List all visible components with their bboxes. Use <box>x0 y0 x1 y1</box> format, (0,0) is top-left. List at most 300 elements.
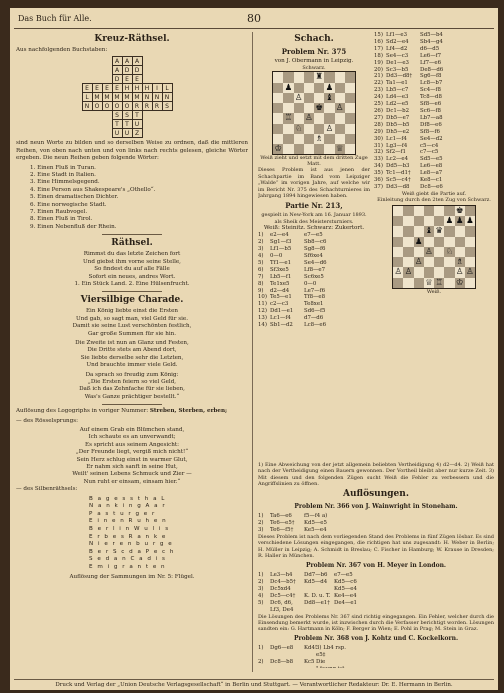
grid-row <box>82 120 182 129</box>
move-cell: 7) <box>258 273 264 280</box>
move-cell: 4) <box>258 592 264 599</box>
acrostic-word: B a g e s s t h a L <box>89 495 166 502</box>
chess-piece-icon: ♖ <box>284 113 293 124</box>
board-square <box>444 226 454 236</box>
board-square <box>434 216 444 226</box>
move-cell: 5) <box>258 259 264 266</box>
partie-sub: gespielt in New-York am 16. Januar 1893. als Sheik des Meistersturniers. <box>261 212 367 225</box>
board-square <box>403 206 413 216</box>
grid-cell: U <box>132 120 142 129</box>
move-cell: Kd5—e4 <box>334 585 357 592</box>
move-cell: Dc6, d6, Lf3, De4 <box>270 599 294 613</box>
move-cell: 1) <box>258 572 264 579</box>
move-row <box>374 39 494 46</box>
verse-line: Und giebst ihm vorne seine Stelle, <box>83 258 181 265</box>
grid-cell <box>152 75 162 84</box>
board-square <box>304 72 314 82</box>
verse-line: Und gab, so sagt man, viel Geld für sie. <box>76 315 188 322</box>
board-square <box>335 124 345 134</box>
move-row <box>258 520 494 527</box>
verse-line: Da sprach so freudig zum König: <box>85 371 179 378</box>
move-cell: Tf8—e8 <box>304 294 326 301</box>
chess-piece-icon: ♔ <box>274 144 282 155</box>
board2-caption: Weiß. <box>426 288 442 295</box>
grid-cell: O <box>112 102 122 111</box>
board-square <box>393 206 403 216</box>
kreuz-item: 9. Einen Nebenfluß der Rhein. <box>30 223 117 230</box>
chess-piece-icon: ♟ <box>455 216 464 227</box>
move-cell: Ke4—e4 <box>334 592 357 599</box>
board-square <box>304 124 314 134</box>
kreuz-item: 5. Einen dramatischen Dichter. <box>30 194 119 201</box>
move-row <box>374 184 494 191</box>
move-cell: Sb4—g4 <box>420 38 443 45</box>
board-square <box>414 216 424 226</box>
move-cell: Lf1—b5 <box>270 246 292 253</box>
kreuz-item: 1. Einen Fluß in Turan. <box>30 164 96 171</box>
move-cell: Sd2—e4 <box>386 38 409 45</box>
move-cell: Lb7—a8 <box>420 114 443 121</box>
board-square <box>335 134 345 144</box>
move-cell: 20) <box>374 66 383 73</box>
board-square <box>294 93 304 103</box>
board-square <box>345 144 355 154</box>
move-row <box>374 156 494 163</box>
grid-cell: A <box>122 57 132 66</box>
move-cell: 0—0 <box>270 252 283 259</box>
move-cell: 2) <box>258 520 264 527</box>
board-square <box>273 144 283 154</box>
raethsel-answer: 1. Ein Stück Land. 2. Eine Hülsenfrucht. <box>74 280 190 287</box>
board-square <box>444 267 454 277</box>
move-cell: 37) <box>374 183 383 190</box>
board-square <box>424 206 434 216</box>
move-cell: c2—c3 <box>270 301 289 308</box>
grid-cell: O <box>122 102 132 111</box>
board-square <box>335 83 345 93</box>
move-row <box>258 260 370 267</box>
move-cell: Sd5—b4 <box>420 32 443 38</box>
move-cell: De4—e1 <box>334 599 357 606</box>
move-cell: 4) <box>258 252 264 259</box>
move-cell: Le6—f7 <box>420 52 442 59</box>
board-square <box>444 278 454 288</box>
board-square <box>414 267 424 277</box>
move-cell: 15) <box>374 32 383 38</box>
board-square <box>434 257 444 267</box>
grid-cell: D <box>132 66 142 75</box>
board-square <box>414 226 424 236</box>
move-cell: 23) <box>374 87 383 94</box>
board-square <box>455 278 465 288</box>
board-square <box>424 257 434 267</box>
verse-line: Daß ich das Zehnfache für sie lieben, <box>79 386 185 393</box>
grid-cell: M <box>92 93 102 102</box>
aufl-silben-label: — des Silbenräthsels: <box>16 486 78 493</box>
grid-cell <box>152 120 162 129</box>
move-row <box>258 579 494 586</box>
move-row <box>258 288 370 295</box>
grid-cell <box>92 111 102 120</box>
move-cell: 16) <box>374 38 383 45</box>
move-cell: Dd8—e1† <box>304 599 330 606</box>
move-cell: Db5—e7 <box>386 114 410 121</box>
board-square <box>414 278 424 288</box>
kreuz-text: sind neun Worte zu bilden und so derselben Weise zu ordnen, daß die mittleren Reihen, von oben nach unten und von links nach rechts gelesen, gleiche Wörter ergeben. Die neun Reihen geben folgende Wörter: <box>16 140 248 162</box>
move-cell: d7—d6 <box>304 315 324 322</box>
move-cell: e2—e4 <box>270 232 289 239</box>
move-cell: Sc6—f8 <box>420 107 441 114</box>
board-square <box>324 134 334 144</box>
aufl1-text: Dieses Problem ist nach dem vorliegenden Stand des Problems in fünf Zügen lösbar. Es sind verschiedene Lösungen eingegangen, die richtigen hat uns zugesandt: H. Weber in Berlin; H. Müller in Leipzig; A. Schmidt in Breslau; C. Fischer in Hamburg; W. Krause in Dresden; R. Haller in München. <box>258 533 494 559</box>
schach-notes: 1) Eine Abweichung von der jetzt allgemein beliebten Vertheidigung 4) d2—d4. 2) Weiß hat nach der Vertheidigung einen Bauern gewonnen. Der Vortheil bleibt aber nur kurze Zeit. 3) Mit diesem und den folgenden Zügen sucht Weiß die Fehler zu verbessern und die Angriffslinien zu öffnen. <box>258 462 494 487</box>
board-square <box>465 237 475 247</box>
chess-piece-icon: ♙ <box>305 113 313 124</box>
grid-cell: A <box>112 66 122 75</box>
move-cell: Sg8—f6 <box>304 246 326 253</box>
aufloesungen-title: Auflösungen. <box>343 489 409 500</box>
move-row <box>374 94 494 101</box>
move-cell: Tc8—d8 <box>420 94 442 101</box>
chess-piece-icon: ♟ <box>445 216 454 227</box>
move-cell: Sf6xe4 <box>304 252 323 259</box>
schach-problem-block <box>258 32 370 329</box>
grid-cell <box>82 75 92 84</box>
move-cell <box>304 586 334 593</box>
grid-cell <box>162 75 172 84</box>
page-footer: Druck und Verlag der „Union Deutsche Verlagsgesellschaft“ in Berlin und Stuttgart. — Verantwortlicher Redakteur: Dr. E. Hermann in Berlin. <box>14 679 494 688</box>
running-head: Das Buch für Alle. <box>18 14 92 23</box>
move-cell: Te8xe1 <box>304 301 324 308</box>
verse-line: Ich schaute es an unverwandt; <box>88 434 176 441</box>
board-square <box>403 278 413 288</box>
verse-line: Sofort ein neues, andres Wort. <box>88 273 176 280</box>
move-cell: Sc4—f8 <box>420 87 441 94</box>
move-cell: 13) <box>258 315 267 322</box>
chess-piece-icon: ♔ <box>455 277 464 288</box>
board-square <box>283 103 293 113</box>
chess-piece-icon: ♘ <box>294 123 303 134</box>
aufl-prev-verses <box>16 427 248 486</box>
raethsel-title: Räthsel. <box>111 238 153 249</box>
aufl-prev-lead <box>16 408 248 415</box>
grid-cell <box>162 129 172 138</box>
grid-cell: N <box>162 93 172 102</box>
move-cell: Dd3—d8 <box>386 183 410 190</box>
move-cell: 22) <box>374 80 383 87</box>
move-cell: Dd5—b3 <box>386 163 410 170</box>
chess-piece-icon: ♕ <box>425 277 433 288</box>
move-cell: De1—e3 <box>386 59 409 66</box>
chess-board-partie-213 <box>392 205 476 289</box>
raethsel-verse <box>16 251 248 281</box>
board-square <box>455 247 465 257</box>
board-square <box>324 113 334 123</box>
grid-cell <box>82 129 92 138</box>
move-cell: Db5—b5 <box>386 121 410 128</box>
board-square <box>403 226 413 236</box>
board-square <box>424 237 434 247</box>
move-row <box>374 177 494 184</box>
move-row <box>258 659 494 668</box>
grid-cell: M <box>102 93 112 102</box>
grid-cell <box>92 66 102 75</box>
grid-cell <box>142 57 152 66</box>
board-square <box>455 267 465 277</box>
board-square <box>465 278 475 288</box>
move-cell: 21) <box>374 73 383 80</box>
move-cell: Ld4—e3 <box>386 94 409 101</box>
move-row <box>374 115 494 122</box>
grid-cell <box>172 111 182 120</box>
move-cell: 2) <box>258 239 264 246</box>
board-square <box>424 267 434 277</box>
verse-line: Rimmst du das letzte Zeichen fort <box>83 251 181 258</box>
left-column <box>16 32 248 668</box>
acrostic-row <box>89 549 175 557</box>
board-square <box>345 72 355 82</box>
chess-piece-icon: ♝ <box>325 92 334 103</box>
move-cell: Dg6—e8 <box>270 645 294 652</box>
move-row <box>374 73 494 80</box>
grid-cell <box>142 129 152 138</box>
board-square <box>403 247 413 257</box>
board-square <box>283 83 293 93</box>
grid-cell <box>152 111 162 120</box>
move-cell: Ke8—c1 <box>420 177 443 184</box>
chess-piece-icon: ♙ <box>414 257 423 268</box>
move-cell: 2) <box>258 659 264 666</box>
verse-line: Damit sie seine Lust verschönten festlich, <box>72 323 192 330</box>
board-square <box>304 144 314 154</box>
chess-piece-icon: ♙ <box>394 267 402 278</box>
move-row <box>258 322 370 329</box>
silben-acrostic <box>89 496 175 572</box>
move-row <box>258 315 370 322</box>
aufl2-text: Die Lösungen des Problems Nr. 367 sind richtig eingegangen. Ein Fehler, welcher durch die Einsendung bemerkt wurde, ist inzwischen durch die Verfasser berichtigt worden. Lösungen sandten ein: G. Hartmann in Köln; F. Berger in Wien; E. Pohl in Prag; M. Stein in Graz. <box>258 613 494 633</box>
board-square <box>403 216 413 226</box>
move-cell: Se4—c3 <box>386 52 409 59</box>
move-cell: 3) <box>258 527 264 533</box>
chess-piece-icon: ♙ <box>425 246 433 257</box>
board-square <box>434 237 444 247</box>
board-square <box>345 134 355 144</box>
grid-cell: D <box>122 66 132 75</box>
move-cell: 26) <box>374 107 383 114</box>
board-square <box>335 144 345 154</box>
move-cell: 3) <box>258 585 264 592</box>
move-cell: 5) <box>258 599 264 606</box>
page-number: 80 <box>247 12 261 25</box>
move-row <box>374 60 494 67</box>
grid-cell <box>172 66 182 75</box>
move-row <box>258 527 494 534</box>
board-square <box>314 93 324 103</box>
charade-stanza <box>16 308 248 338</box>
verse-line: Er nahm sich sanft in seine Hut, <box>86 464 178 471</box>
move-cell: Ta1—e1 <box>386 80 408 87</box>
grid-cell: S <box>112 111 122 120</box>
acrostic-word: E i n e n R u h e n <box>89 518 168 525</box>
board-square <box>465 267 475 277</box>
move-cell: Dc5xd4 <box>270 585 291 592</box>
move-cell: Ld2—e5 <box>386 101 409 108</box>
move-row <box>374 108 494 115</box>
board-square <box>314 124 324 134</box>
move-cell: 10) <box>258 294 267 301</box>
board-square <box>424 216 434 226</box>
board-square <box>304 134 314 144</box>
board-square <box>314 83 324 93</box>
acrostic-row <box>89 526 175 534</box>
board-square <box>273 93 283 103</box>
move-cell: Df8—e6 <box>420 121 442 128</box>
move-cell: Kd5—c6 <box>334 579 357 585</box>
chess-piece-icon: ♟ <box>466 216 474 227</box>
grid-row <box>82 93 182 102</box>
grid-cell: T <box>112 120 122 129</box>
grid-cell: T <box>122 120 132 129</box>
chess-piece-icon: ♝ <box>425 226 433 237</box>
move-cell: Kd4! <box>304 645 318 652</box>
board-square <box>273 83 283 93</box>
acrostic-word: E m i g r a n t e n <box>89 564 167 570</box>
move-cell: Ke5—e4 <box>304 527 327 533</box>
board-square <box>455 226 465 236</box>
partie-moves-right-block <box>374 32 494 295</box>
acrostic-word: E r b e s R a n k e <box>89 533 167 540</box>
chess-piece-icon: ♙ <box>466 267 474 278</box>
chess-piece-icon: ♜ <box>315 72 323 83</box>
move-cell: Sg1—f3 <box>270 239 292 246</box>
verse-line: Und brauchte immer viele Geld. <box>86 362 178 369</box>
move-row <box>374 32 494 39</box>
aufl-prev-answer: Streben, Sterben, erben; <box>149 408 228 415</box>
move-cell: Lc8—b7 <box>420 80 443 87</box>
grid-cell: E <box>92 84 102 93</box>
move-cell: 8) <box>258 280 264 287</box>
board-square <box>465 226 475 236</box>
move-cell: Dc4—b5† <box>270 579 296 585</box>
grid-cell <box>82 111 92 120</box>
board-square <box>335 113 345 123</box>
move-row <box>374 67 494 74</box>
chess-piece-icon: ♖ <box>435 277 443 288</box>
aufl1-moves <box>258 513 494 534</box>
move-cell: Le7—f6 <box>304 287 326 294</box>
grid-cell <box>92 129 102 138</box>
move-cell: Lb5—c7 <box>386 87 409 94</box>
grid-cell <box>102 111 112 120</box>
kreuz-grid <box>82 56 183 138</box>
grid-cell <box>172 120 182 129</box>
problem1-text: Dieses Problem ist aus jenen der Schachpartie im Band vom Leipziger „Walde“ im vorigen Jahre, auf welche wir im Bericht Nr. 375 des Schachturnieres im Jahrgang 1894 hingewiesen haben. <box>258 167 370 200</box>
move-cell: 17) <box>374 45 383 52</box>
grid-cell: Z <box>132 129 142 138</box>
grid-cell: E <box>112 84 122 93</box>
move-cell: 3) Lb4 rsp. e5‡ <box>316 645 346 659</box>
chess-piece-icon: ♟ <box>325 82 334 93</box>
move-row <box>374 46 494 53</box>
move-cell: De8—d6 <box>420 66 444 73</box>
chess-piece-icon: ♟ <box>284 82 293 93</box>
board-square <box>335 72 345 82</box>
move-cell: 27) <box>374 114 383 121</box>
kreuz-title: Kreuz-Räthsel. <box>94 34 170 44</box>
grid-cell: S <box>122 111 132 120</box>
acrostic-row <box>89 541 175 549</box>
verse-line: Nun ruht er einsam, einsam hier.“ <box>83 478 181 485</box>
board-square <box>324 93 334 103</box>
move-cell: 28) <box>374 121 383 128</box>
verse-line: Sie liebte derselbe sehr die Letzten, <box>80 354 184 361</box>
kreuz-item: 8. Einen Fluß in Tirol. <box>30 216 93 223</box>
acrostic-word: N i e r e n b u r g e <box>89 541 174 548</box>
move-cell: Le3—h4 <box>270 572 293 579</box>
grid-row <box>82 66 182 75</box>
board-square <box>345 113 355 123</box>
board-square <box>434 267 444 277</box>
problem1-author: von J. Obermann in Leipzig. <box>274 58 354 64</box>
board-square <box>304 83 314 93</box>
grid-cell: A <box>132 57 142 66</box>
grid-cell: T <box>132 111 142 120</box>
charade-verses <box>16 308 248 401</box>
move-cell: 32) <box>374 149 383 156</box>
move-cell: 19) <box>374 59 383 66</box>
board-square <box>424 278 434 288</box>
grid-cell <box>162 57 172 66</box>
acrostic-row <box>89 556 175 564</box>
move-cell: 24) <box>374 94 383 101</box>
move-row <box>258 253 370 260</box>
grid-cell: I <box>152 84 162 93</box>
partie-note: Einleitung durch den 2ten Zug von Schwarz. <box>377 196 491 203</box>
board-square <box>294 72 304 82</box>
board-square <box>444 206 454 216</box>
grid-cell <box>102 120 112 129</box>
move-cell: c5—c4 <box>420 142 439 149</box>
board-square <box>283 144 293 154</box>
grid-cell <box>142 75 152 84</box>
grid-cell: M <box>112 93 122 102</box>
grid-cell <box>82 57 92 66</box>
grid-cell: E <box>132 75 142 84</box>
grid-cell <box>172 93 182 102</box>
grid-cell <box>152 57 162 66</box>
move-cell: Tf1—e1 <box>270 259 292 266</box>
verse-line: Es spricht aus seinem Angesicht: <box>84 441 180 448</box>
move-cell: Kd5—d4 <box>304 579 328 585</box>
board-square <box>345 83 355 93</box>
grid-cell <box>172 75 182 84</box>
acrostic-row <box>89 503 175 511</box>
kreuz-item: 7. Einen Raubvogel. <box>30 209 88 216</box>
grid-cell: E <box>122 75 132 84</box>
grid-cell: D <box>112 75 122 84</box>
move-cell: Te6—f5† <box>270 527 294 533</box>
move-cell: 25) <box>374 101 383 108</box>
verse-line: Ein König liebte einst die Ersten <box>85 308 179 315</box>
grid-row <box>82 111 182 120</box>
aufl3-heading: Problem Nr. 368 von J. Kohtz und C. Kockelkorn. <box>293 635 459 643</box>
board-square <box>283 124 293 134</box>
move-cell: Lc1—f4 <box>270 315 291 322</box>
board-square <box>414 237 424 247</box>
board-square <box>335 103 345 113</box>
board-square <box>424 226 434 236</box>
chess-piece-icon: ♚ <box>455 205 464 216</box>
